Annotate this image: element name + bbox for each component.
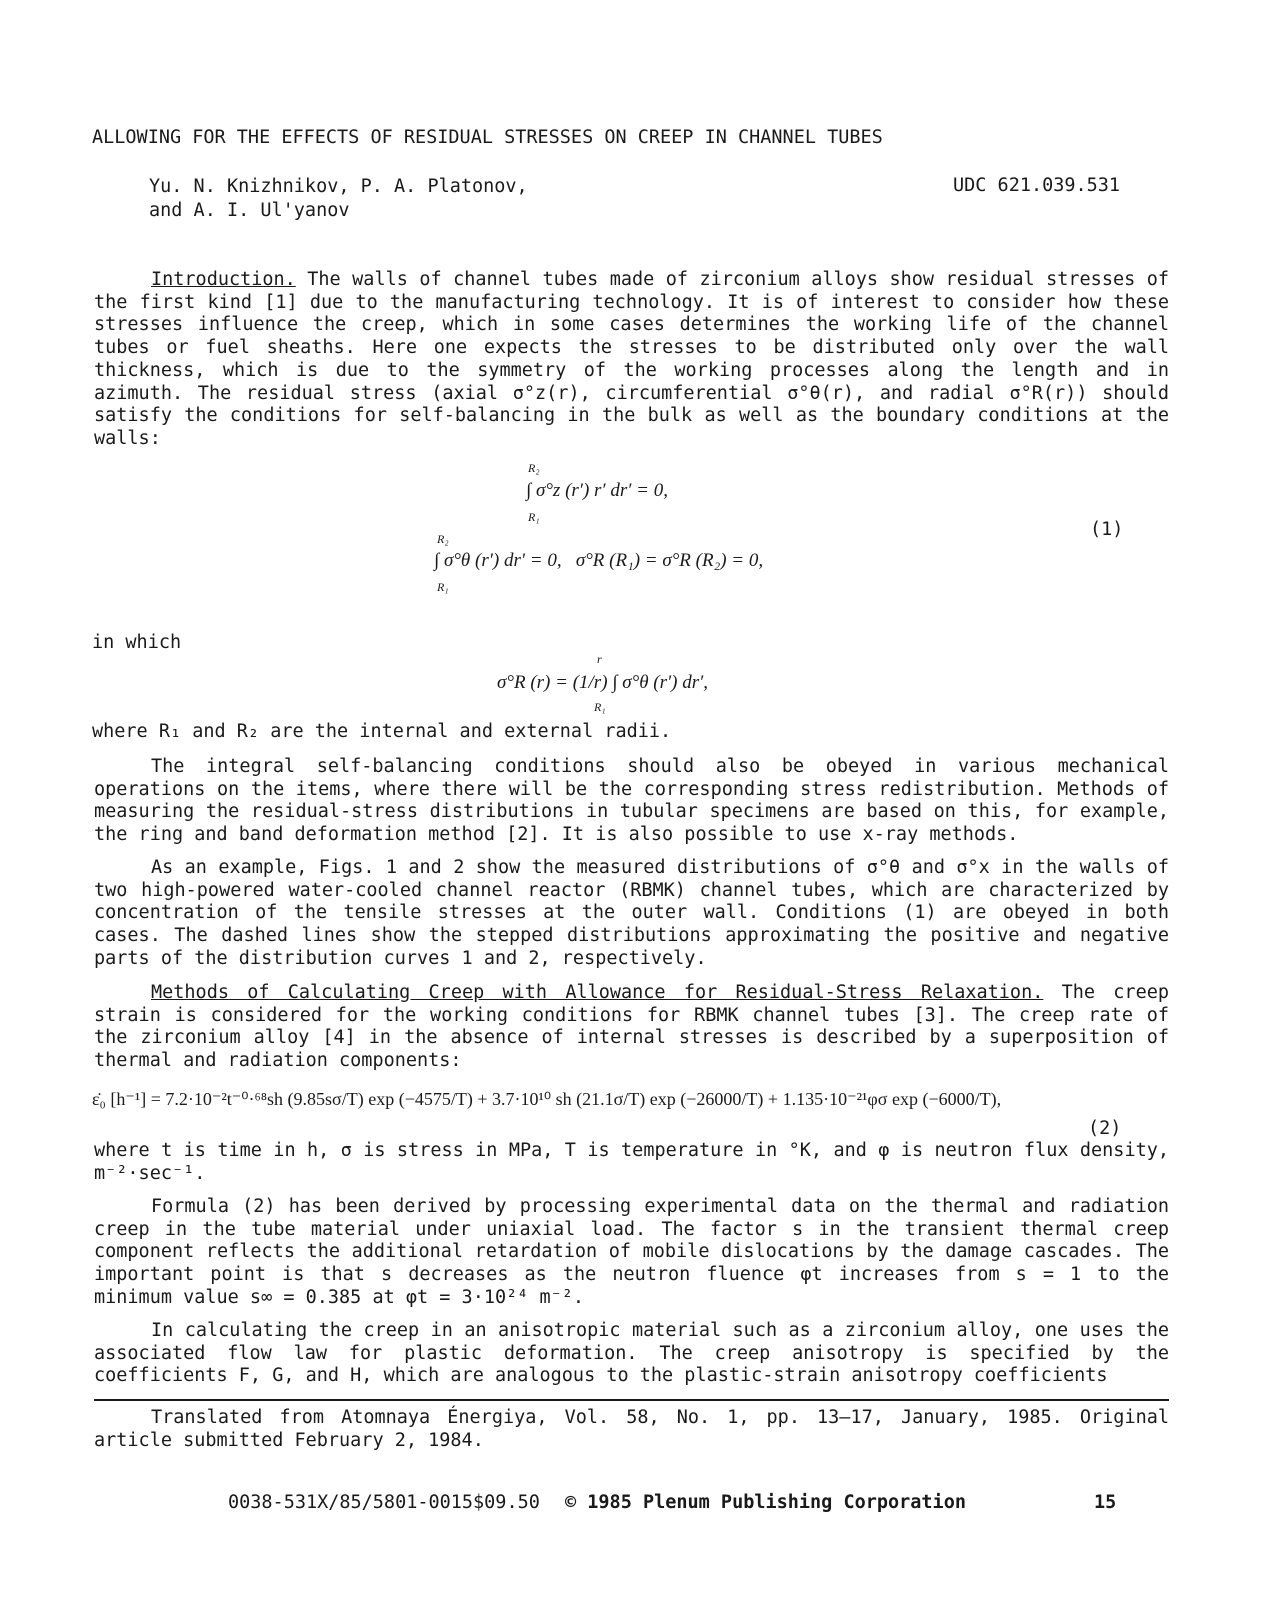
eq1-line-2: ∫ σ°θ (r′) dr′ = 0, σ°R (R₁) = σ°R (R₂) = 0, xyxy=(434,550,764,571)
eq-radial-lower-limit: R₁ xyxy=(594,700,606,714)
intro-heading: Introduction. xyxy=(151,269,296,290)
eq1-line-1: ∫ σ°z (r′) r′ dr′ = 0, xyxy=(526,480,668,501)
paragraph-figures: As an example, Figs. 1 and 2 show the measured distributions of σ°θ and σ°x in the walls of two high-powered water-cooled channel reactor (RBMK) channel tubes, which are characterized by concentration of the tensile stresses at the outer wall. Conditions (1) are obeyed in both cases. The dashed lines show the stepped distributions approximating the positive and negative parts of the distribution curves 1 and 2, respectively. xyxy=(94,857,1169,969)
paper-title: ALLOWING FOR THE EFFECTS OF RESIDUAL STRESSES ON CREEP IN CHANNEL TUBES xyxy=(92,127,883,148)
eq1-upper-limit-1: R₂ xyxy=(528,461,540,475)
footer-copyright: © 1985 Plenum Publishing Corporation xyxy=(565,1492,966,1513)
paragraph-self-balancing: The integral self-balancing conditions should also be obeyed in various mechanical operations on the items, where there will be the corresponding stress redistribution. Methods of measuring the residual-stress distributions in tubular specimens are based on this, for example, the ring and band deformation method [2]. It is also possible to use x-ray methods. xyxy=(94,756,1169,846)
eq1-lower-limit-2: R₁ xyxy=(437,580,449,594)
eq-radial: σ°R (r) = (1/r) ∫ σ°θ (r′) dr′, xyxy=(497,672,709,693)
footnote-divider xyxy=(94,1399,1169,1401)
eq1-lower-limit-1: R₁ xyxy=(528,510,540,524)
intro-text: The walls of channel tubes made of zirconium alloys show residual stresses of the first kind [1] due to the manufacturing technology. It is of interest to consider how these stresses influence the creep, which in some cases determines the working life of the channel tubes or fuel sheaths. Here one expects the stresses to be distributed only over the wall thickness, which is due to the symmetry of the working processes along the length and in azimuth. The residual stress (axial σ°z(r), circumferential σ°θ(r), and radial σ°R(r)) should satisfy the conditions for self-balancing in the bulk as well as the boundary conditions at the walls: xyxy=(94,269,1169,449)
intro-paragraph xyxy=(94,269,1169,451)
where-radii-text: where R₁ and R₂ are the internal and external radii. xyxy=(92,721,672,742)
where-variables-text: where t is time in h, σ is stress in MPa, T is temperature in °K, and φ is neutron flux density, m⁻²·sec⁻¹. xyxy=(94,1140,1169,1184)
authors-line-1: Yu. N. Knizhnikov, P. A. Platonov, xyxy=(149,176,528,197)
methods-heading: Methods of Calculating Creep with Allowance for Residual-Stress Relaxation. xyxy=(151,982,1044,1003)
page-number: 15 xyxy=(1094,1492,1117,1513)
translation-footnote: Translated from Atomnaya Énergiya, Vol. 58, No. 1, pp. 13–17, January, 1985. Original article submitted February 2, 1984. xyxy=(94,1407,1169,1451)
eq2-number: (2) xyxy=(1088,1118,1122,1139)
methods-paragraph xyxy=(94,982,1169,1073)
footer-code: 0038-531X/85/5801-0015$09.50 xyxy=(228,1492,540,1513)
eq1-number: (1) xyxy=(1090,519,1124,540)
in-which-text: in which xyxy=(92,632,182,653)
udc-code: UDC 621.039.531 xyxy=(953,175,1121,196)
authors-line-2: and A. I. Ul'yanov xyxy=(149,200,350,221)
eq2-creep-rate: ε̇₀ [h⁻¹] = 7.2·10⁻²t⁻⁰·⁶⁸sh (9.85sσ/T) exp (−4575/T) + 3.7·10¹⁰ sh (21.1σ/T) exp (−26000/T) + 1.135·10⁻²¹φσ exp (−6000/T), xyxy=(92,1089,1002,1109)
eq1-upper-limit-2: R₂ xyxy=(437,532,449,546)
methods-text: The creep strain is considered for the working conditions for RBMK channel tubes [3]. The creep rate of the zirconium alloy [4] in the absence of internal stresses is described by a superposition of thermal and radiation components: xyxy=(94,982,1169,1072)
paragraph-formula-2: Formula (2) has been derived by processing experimental data on the thermal and radiation creep in the tube material under uniaxial load. The factor s in the transient thermal creep component reflects the additional retardation of mobile dislocations by the damage cascades. The important point is that s decreases as the neutron fluence φt increases from s = 1 to the minimum value s∞ = 0.385 at φt = 3·10²⁴ m⁻². xyxy=(94,1196,1169,1308)
eq-radial-upper-limit: r xyxy=(597,652,602,666)
paragraph-anisotropy: In calculating the creep in an anisotropic material such as a zirconium alloy, one uses the associated flow law for plastic deformation. The creep anisotropy is specified by the coefficients F, G, and H, which are analogous to the plastic-strain anisotropy coefficients xyxy=(94,1320,1169,1387)
